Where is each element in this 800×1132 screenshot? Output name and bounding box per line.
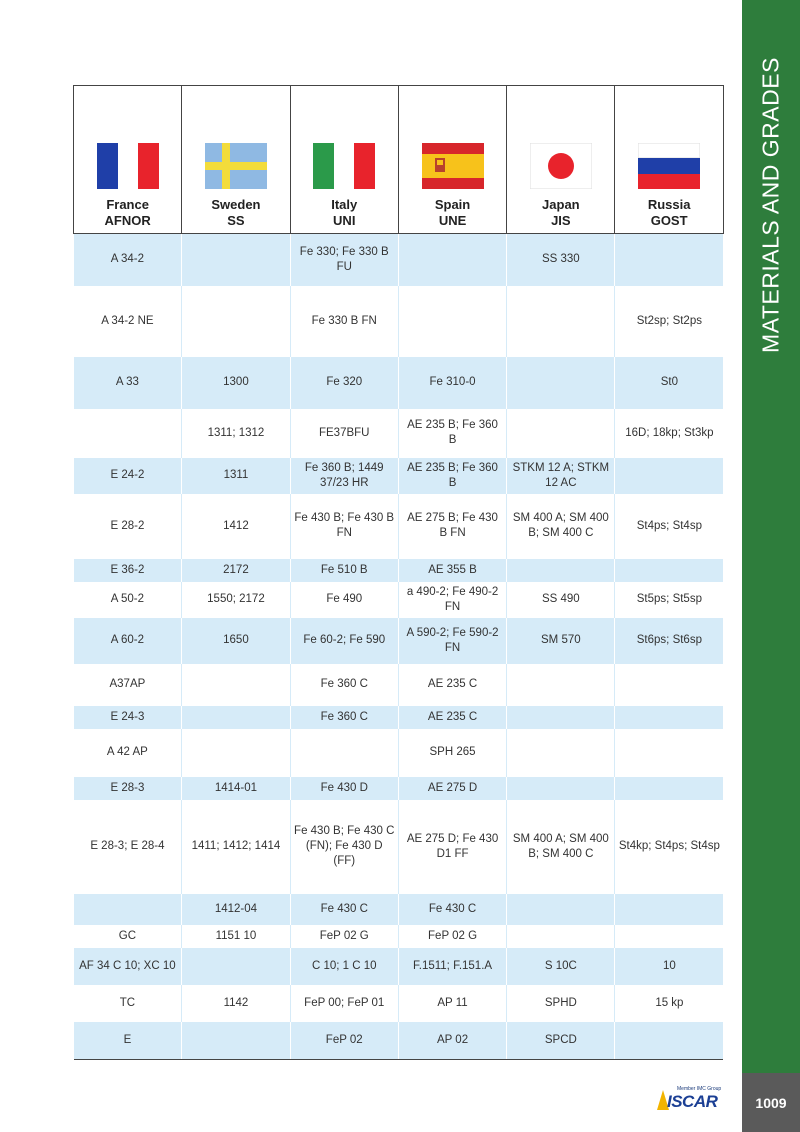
table-cell: AE 355 B <box>398 559 506 582</box>
section-title-text: MATERIALS AND GRADES <box>757 57 784 353</box>
table-cell: AE 275 D; Fe 430 D1 FF <box>398 800 506 894</box>
table-cell <box>398 286 506 357</box>
standard-name: AFNOR <box>104 213 151 228</box>
table-cell: C 10; 1 C 10 <box>290 948 398 985</box>
table-cell: 1311; 1312 <box>182 409 290 458</box>
table-cell: A 50-2 <box>74 582 182 618</box>
table-cell: Fe 60-2; Fe 590 <box>290 618 398 664</box>
table-row <box>74 458 724 494</box>
table-cell: A 34-2 <box>74 234 182 286</box>
table-row <box>74 559 724 582</box>
table-cell: 1412-04 <box>182 894 290 925</box>
table-row <box>74 618 724 664</box>
table-cell: S 10C <box>507 948 615 985</box>
table-cell <box>182 706 290 729</box>
page-number: 1009 <box>742 1073 800 1132</box>
table-cell <box>290 729 398 777</box>
table-cell: Fe 430 B; Fe 430 B FN <box>290 494 398 559</box>
table-cell: Fe 510 B <box>290 559 398 582</box>
table-cell: A 42 AP <box>74 729 182 777</box>
column-header-spain <box>398 86 506 234</box>
logo-tagline: Member IMC Group <box>677 1086 722 1092</box>
table-cell: 1151 10 <box>182 925 290 948</box>
table-cell: AE 235 C <box>398 664 506 706</box>
table-cell <box>182 948 290 985</box>
table-cell <box>398 234 506 286</box>
table-cell <box>507 286 615 357</box>
section-title <box>742 40 800 370</box>
column-header-france <box>74 86 182 234</box>
table-cell: Fe 330; Fe 330 B FU <box>290 234 398 286</box>
table-cell <box>615 729 723 777</box>
table-cell <box>182 234 290 286</box>
table-cell <box>615 234 723 286</box>
table-cell: FeP 02 <box>290 1022 398 1060</box>
table-cell <box>507 664 615 706</box>
table-cell: 1411; 1412; 1414 <box>182 800 290 894</box>
table-row <box>74 985 724 1022</box>
table-cell: AE 275 B; Fe 430 B FN <box>398 494 506 559</box>
spain-flag-icon <box>422 143 484 189</box>
table-cell <box>182 664 290 706</box>
table-cell: STKM 12 A; STKM 12 AC <box>507 458 615 494</box>
table-cell: Fe 360 B; 1449 37/23 HR <box>290 458 398 494</box>
country-name: Italy <box>331 197 358 212</box>
table-cell: FeP 02 G <box>290 925 398 948</box>
column-header-japan <box>507 86 615 234</box>
table-cell <box>615 458 723 494</box>
table-cell: A37AP <box>74 664 182 706</box>
table-cell: E 28-2 <box>74 494 182 559</box>
table-row <box>74 494 724 559</box>
table-cell: Fe 360 C <box>290 706 398 729</box>
table-row <box>74 925 724 948</box>
table-cell: E 24-2 <box>74 458 182 494</box>
standard-name: UNE <box>438 213 467 228</box>
country-name: Spain <box>434 197 471 212</box>
table-cell: GC <box>74 925 182 948</box>
table-row <box>74 729 724 777</box>
table-cell <box>507 729 615 777</box>
table-cell: SS 330 <box>507 234 615 286</box>
table-cell: FeP 00; FeP 01 <box>290 985 398 1022</box>
table-cell: St6ps; St6sp <box>615 618 723 664</box>
table-cell <box>507 777 615 800</box>
table-cell <box>615 559 723 582</box>
country-name: France <box>106 197 149 212</box>
table-row <box>74 1022 724 1060</box>
table-cell <box>182 729 290 777</box>
table-cell: E <box>74 1022 182 1060</box>
table-cell: SM 570 <box>507 618 615 664</box>
table-cell <box>507 357 615 409</box>
table-cell <box>615 925 723 948</box>
table-cell <box>507 894 615 925</box>
table-cell: Fe 490 <box>290 582 398 618</box>
italy-flag-icon <box>313 143 375 189</box>
standard-name: SS <box>227 213 245 228</box>
country-name: Sweden <box>211 197 261 212</box>
table-row <box>74 800 724 894</box>
table-cell: St5ps; St5sp <box>615 582 723 618</box>
table-cell <box>615 664 723 706</box>
table-row <box>74 664 724 706</box>
table-cell: Fe 320 <box>290 357 398 409</box>
table-cell: 1142 <box>182 985 290 1022</box>
japan-flag-icon <box>530 143 592 189</box>
table-cell: FeP 02 G <box>398 925 506 948</box>
table-cell <box>182 286 290 357</box>
table-row <box>74 357 724 409</box>
table-row <box>74 948 724 985</box>
table-cell <box>615 706 723 729</box>
table-cell: SPHD <box>507 985 615 1022</box>
table-cell: 1311 <box>182 458 290 494</box>
table-cell: 1300 <box>182 357 290 409</box>
standard-name: JIS <box>551 213 571 228</box>
table-cell: E 28-3; E 28-4 <box>74 800 182 894</box>
france-flag-icon <box>97 143 159 189</box>
standard-name: UNI <box>333 213 356 228</box>
header-row <box>74 86 724 234</box>
table-cell: AP 02 <box>398 1022 506 1060</box>
table-cell: Fe 430 C <box>398 894 506 925</box>
table-cell: 10 <box>615 948 723 985</box>
table-cell: 15 kp <box>615 985 723 1022</box>
table-cell: SM 400 A; SM 400 B; SM 400 C <box>507 800 615 894</box>
table-cell: a 490-2; Fe 490-2 FN <box>398 582 506 618</box>
table-row <box>74 409 724 458</box>
table-cell: AP 11 <box>398 985 506 1022</box>
table-cell: SS 490 <box>507 582 615 618</box>
table-cell: Fe 430 B; Fe 430 C (FN); Fe 430 D (FF) <box>290 800 398 894</box>
column-header-sweden <box>182 86 290 234</box>
country-name: Japan <box>542 197 580 212</box>
table-cell: A 60-2 <box>74 618 182 664</box>
table-cell: St4kp; St4ps; St4sp <box>615 800 723 894</box>
table-row <box>74 706 724 729</box>
table-row <box>74 582 724 618</box>
table-row <box>74 286 724 357</box>
table-cell <box>507 559 615 582</box>
table-cell <box>74 409 182 458</box>
table-cell: Fe 430 C <box>290 894 398 925</box>
table-cell: E 28-3 <box>74 777 182 800</box>
table-cell <box>74 894 182 925</box>
table-cell: St2sp; St2ps <box>615 286 723 357</box>
table-cell: Fe 430 D <box>290 777 398 800</box>
column-header-russia <box>615 86 723 234</box>
table-cell: Fe 360 C <box>290 664 398 706</box>
table-cell: 1414-01 <box>182 777 290 800</box>
table-cell: St0 <box>615 357 723 409</box>
logo-wordmark: ISCAR <box>667 1092 718 1111</box>
table-row <box>74 234 724 286</box>
table-cell: St4ps; St4sp <box>615 494 723 559</box>
table-cell: F.1511; F.151.A <box>398 948 506 985</box>
country-name: Russia <box>647 197 691 212</box>
table-cell: 1550; 2172 <box>182 582 290 618</box>
table-cell: AE 275 D <box>398 777 506 800</box>
table-cell: SPCD <box>507 1022 615 1060</box>
iscar-logo <box>657 1086 729 1114</box>
table-cell <box>615 1022 723 1060</box>
table-cell <box>615 777 723 800</box>
table-cell: Fe 330 B FN <box>290 286 398 357</box>
table-cell: AE 235 B; Fe 360 B <box>398 409 506 458</box>
table-cell: Fe 310-0 <box>398 357 506 409</box>
table-row <box>74 777 724 800</box>
table-cell: FE37BFU <box>290 409 398 458</box>
table-cell: SPH 265 <box>398 729 506 777</box>
table-cell: E 36-2 <box>74 559 182 582</box>
table-cell: E 24-3 <box>74 706 182 729</box>
table-cell: 1412 <box>182 494 290 559</box>
materials-grades-table <box>73 85 724 1060</box>
standard-name: GOST <box>650 213 688 228</box>
table-cell: A 34-2 NE <box>74 286 182 357</box>
table-cell: 16D; 18kp; St3kp <box>615 409 723 458</box>
table-cell: TC <box>74 985 182 1022</box>
table-cell <box>507 409 615 458</box>
column-header-italy <box>290 86 398 234</box>
table-cell: AE 235 B; Fe 360 B <box>398 458 506 494</box>
sweden-flag-icon <box>205 143 267 189</box>
table-cell: AE 235 C <box>398 706 506 729</box>
table-cell: 2172 <box>182 559 290 582</box>
table-row <box>74 894 724 925</box>
table-cell: 1650 <box>182 618 290 664</box>
table-cell: SM 400 A; SM 400 B; SM 400 C <box>507 494 615 559</box>
table-cell: AF 34 C 10; XC 10 <box>74 948 182 985</box>
table-cell: A 590-2; Fe 590-2 FN <box>398 618 506 664</box>
table-cell <box>507 925 615 948</box>
table-cell <box>182 1022 290 1060</box>
table-cell <box>615 894 723 925</box>
russia-flag-icon <box>638 143 700 189</box>
table-cell: A 33 <box>74 357 182 409</box>
table-cell <box>507 706 615 729</box>
